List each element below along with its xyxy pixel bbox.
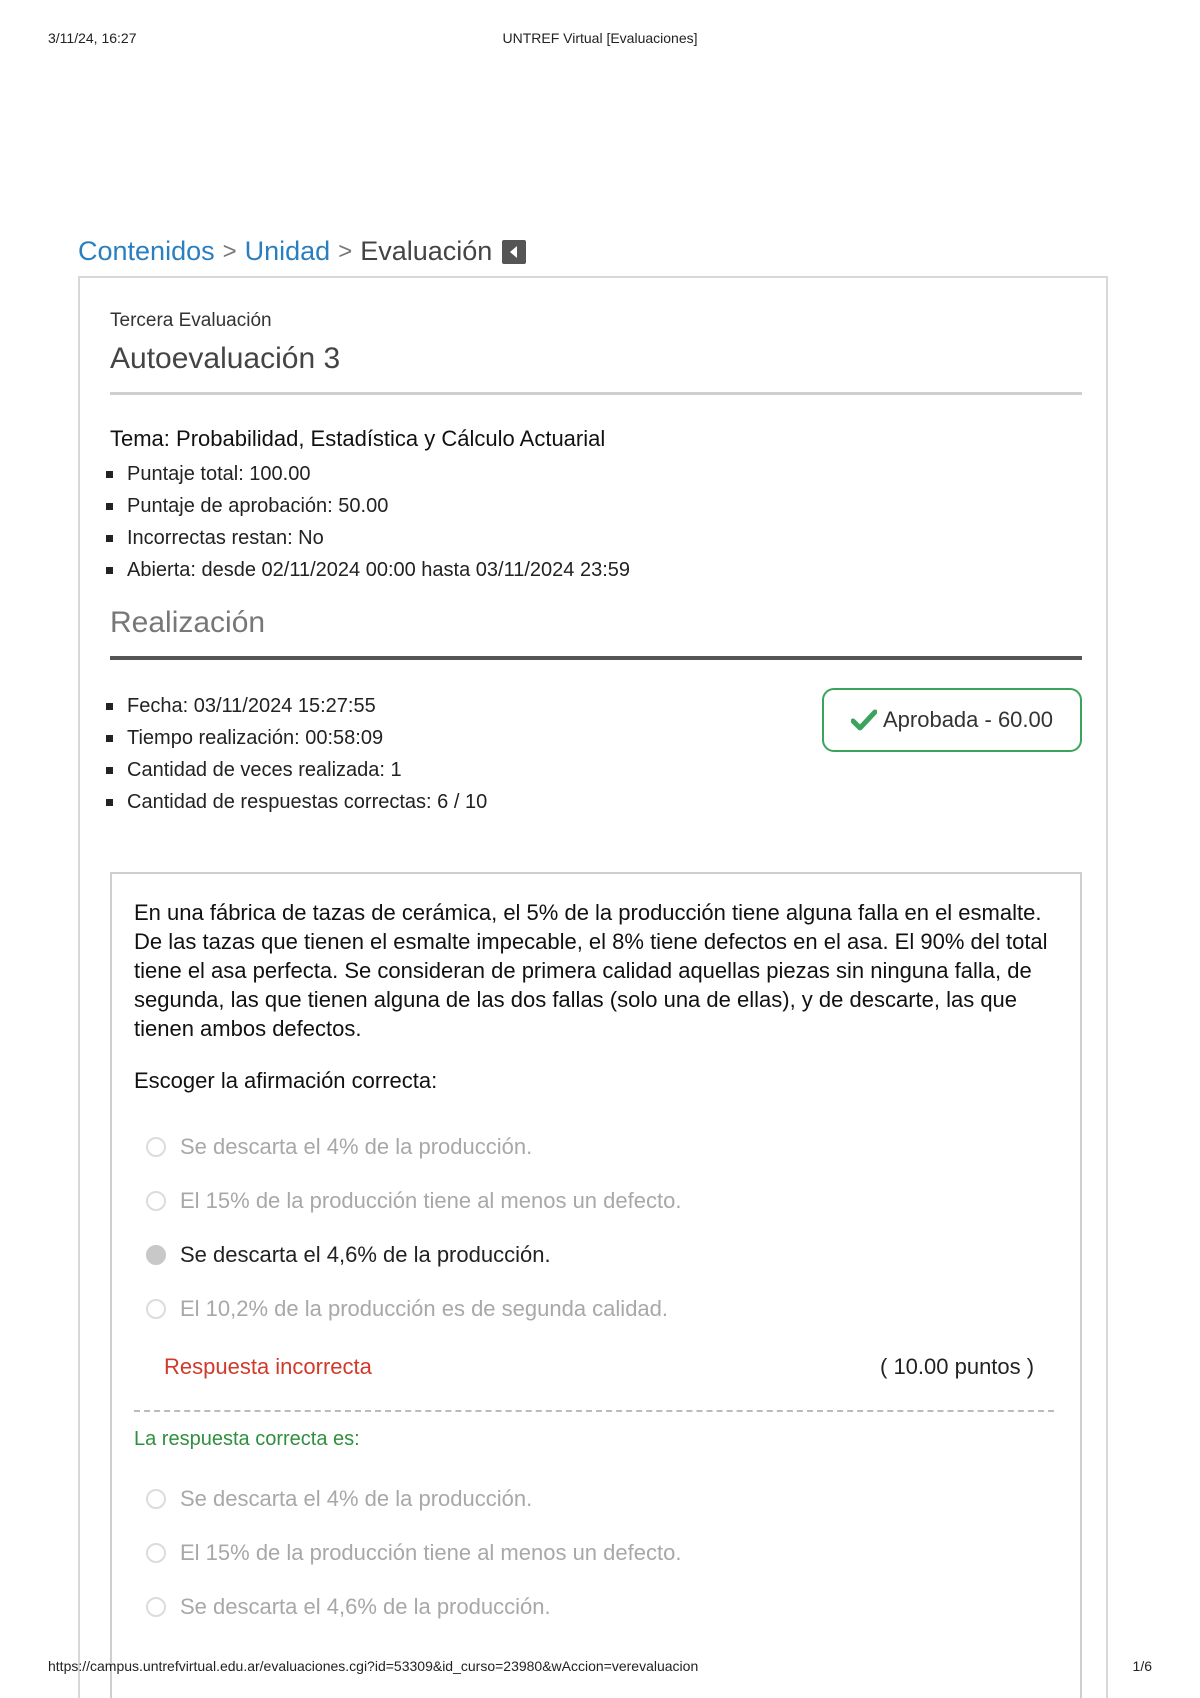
- breadcrumb-separator: >: [338, 237, 353, 265]
- correct-answer-option: [146, 1592, 551, 1622]
- status-text: Aprobada - 60.00: [882, 707, 1054, 732]
- answer-option-label: Se descarta el 4,6% de la producción.: [180, 1242, 551, 1267]
- answer-option-selected[interactable]: [146, 1240, 551, 1270]
- evaluation-topic: Tema: Probabilidad, Estadística y Cálculo Actuarial: [110, 426, 606, 451]
- breadcrumb-unidad[interactable]: Unidad: [244, 236, 331, 266]
- correct-answer-option: [146, 1538, 681, 1568]
- radio-button: [146, 1543, 166, 1563]
- answer-option-label: Se descarta el 4% de la producción.: [180, 1134, 533, 1159]
- divider: [110, 392, 1082, 395]
- radio-button[interactable]: [146, 1299, 166, 1319]
- info-negative-marking: Incorrectas restan: No: [106, 522, 630, 554]
- radio-button: [146, 1489, 166, 1509]
- answer-option-label: El 15% de la producción tiene al menos un defecto.: [180, 1540, 682, 1565]
- radio-button[interactable]: [146, 1191, 166, 1211]
- print-title: UNTREF Virtual [Evaluaciones]: [502, 30, 698, 46]
- answer-option-label: Se descarta el 4% de la producción.: [180, 1486, 533, 1511]
- check-icon: [851, 709, 877, 731]
- answer-result: Respuesta incorrecta: [164, 1354, 372, 1379]
- answer-option[interactable]: [146, 1294, 668, 1324]
- answer-option[interactable]: [146, 1132, 532, 1162]
- divider: [110, 656, 1082, 660]
- back-arrow-icon[interactable]: [502, 240, 526, 264]
- info-correct-answers: Cantidad de respuestas correctas: 6 / 10: [106, 786, 487, 818]
- answer-option[interactable]: [146, 1186, 681, 1216]
- realizacion-info-list: [106, 690, 487, 818]
- print-footer: [0, 1658, 1200, 1680]
- status-badge: [822, 688, 1082, 752]
- radio-button[interactable]: [146, 1137, 166, 1157]
- print-date: 3/11/24, 16:27: [48, 30, 137, 46]
- correct-answer-option: [146, 1484, 532, 1514]
- print-header: [0, 30, 1200, 54]
- breadcrumb-current: Evaluación: [360, 236, 493, 266]
- radio-button: [146, 1597, 166, 1617]
- question-text: En una fábrica de tazas de cerámica, el 5% de la producción tiene alguna falla en el esmalte. De las tazas que tienen el esmalte impecable, el 8% tiene defectos en el asa. El 90% del total tiene el asa perfecta. Se consideran de primera calidad aquellas piezas sin ninguna falla, de segunda, las que tienen alguna de las dos fallas (solo una de ellas), y de descarte, las que tienen ambos defectos.: [134, 900, 1048, 1041]
- answer-option-label: El 15% de la producción tiene al menos un defecto.: [180, 1188, 682, 1213]
- info-duration: Tiempo realización: 00:58:09: [106, 722, 487, 754]
- info-attempts: Cantidad de veces realizada: 1: [106, 754, 487, 786]
- info-total-score: Puntaje total: 100.00: [106, 458, 630, 490]
- breadcrumb-contenidos[interactable]: Contenidos: [78, 236, 215, 266]
- question-points: ( 10.00 puntos ): [880, 1354, 1035, 1379]
- evaluation-subtitle: Tercera Evaluación: [110, 310, 272, 331]
- info-pass-score: Puntaje de aprobación: 50.00: [106, 490, 630, 522]
- answer-option-label: El 10,2% de la producción es de segunda calidad.: [180, 1296, 669, 1321]
- breadcrumb: [78, 236, 526, 267]
- page-title: Autoevaluación 3: [110, 342, 341, 375]
- breadcrumb-separator: >: [222, 237, 237, 265]
- page-number: 1/6: [1132, 1658, 1152, 1674]
- question-prompt: Escoger la afirmación correcta:: [134, 1068, 438, 1093]
- print-url: https://campus.untrefvirtual.edu.ar/evaluaciones.cgi?id=53309&id_curso=23980&wAccion=verevaluacion: [48, 1658, 699, 1674]
- info-open-window: Abierta: desde 02/11/2024 00:00 hasta 03/11/2024 23:59: [106, 554, 630, 586]
- radio-button-selected[interactable]: [146, 1245, 166, 1265]
- info-date: Fecha: 03/11/2024 15:27:55: [106, 690, 487, 722]
- evaluation-info-list: [106, 458, 630, 586]
- correct-answer-label: La respuesta correcta es:: [134, 1428, 360, 1450]
- section-title-realizacion: Realización: [110, 606, 266, 639]
- answer-option-label: Se descarta el 4,6% de la producción.: [180, 1594, 551, 1619]
- dashed-divider: [134, 1410, 1054, 1412]
